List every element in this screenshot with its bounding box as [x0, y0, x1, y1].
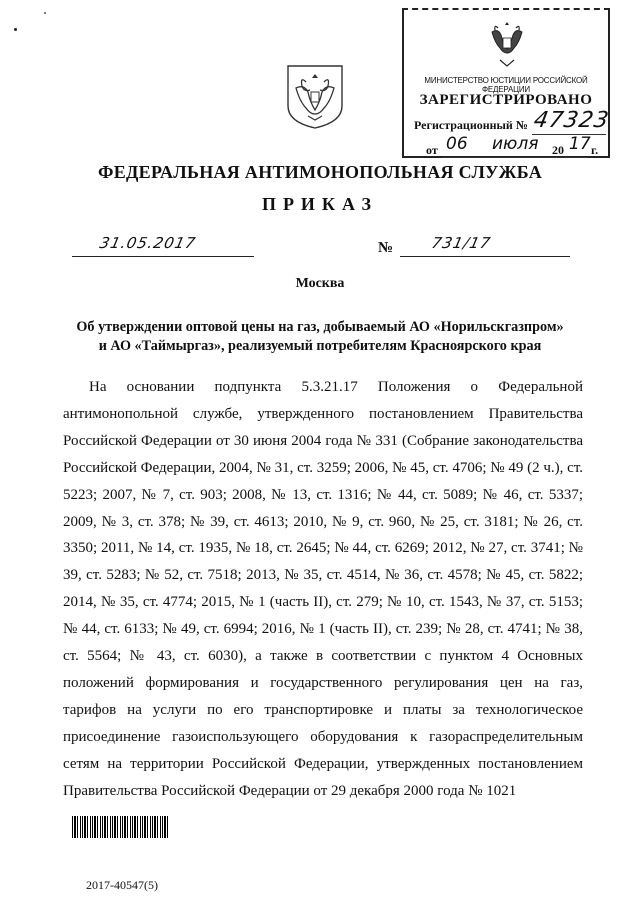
coat-of-arms-icon [284, 62, 346, 130]
speck [44, 12, 46, 14]
stamp-month: июля [492, 134, 539, 154]
speck [14, 28, 17, 31]
stamp-date-underline [442, 157, 588, 158]
stamp-day: 06 [446, 134, 468, 154]
stamp-reg-number-value: 47323 [531, 108, 612, 133]
agency-title: ФЕДЕРАЛЬНАЯ АНТИМОНОПОЛЬНАЯ СЛУЖБА [97, 162, 543, 182]
stamp-registered-label: ЗАРЕГИСТРИРОВАНО [419, 92, 593, 108]
stamp-year-g: г. [591, 143, 599, 157]
stamp-from-label: от [426, 143, 438, 157]
order-subject-line-2: и АО «Таймыргаз», реализуемый потребителям Красноярского края [98, 338, 542, 354]
registration-stamp [402, 8, 610, 158]
stamp-year-prefix: 20 [552, 143, 564, 157]
order-heading: ПРИКАЗ [261, 194, 379, 214]
document-code: 2017-40547(5) [86, 878, 158, 892]
stamp-year-suffix: 17 [569, 134, 591, 154]
order-number: 731/17 [430, 234, 493, 252]
city-label: Москва [295, 276, 345, 291]
order-number-sign: № [378, 240, 394, 256]
order-date-underline [72, 256, 254, 257]
barcode [72, 816, 170, 838]
order-number-underline [400, 256, 570, 257]
body-paragraph: На основании подпункта 5.3.21.17 Положения о Федеральной антимонопольной службе, утвержденного постановлением Правительства Российской Федерации от 30 июня 2004 года № 331 (Собрание законодательства Российской Федерации, 2004, № 31, ст. 3259; 2006, № 45, ст. 4706; № 49 (2 ч.), ст. 5223; 2007, № 7, ст. 903; 2008, № 13, ст. 1316; № 44, ст. 5089; № 46, ст. 5337; 2009, № 3, ст. 378; № 39, ст. 4613; 2010, № 9, ст. 960, № 25, ст. 3181; № 26, ст. 3350; 2011, № 14, ст. 1935, № 18, ст. 2645; № 44, ст. 6269; 2012, № 27, ст. 3741; № 39, ст. 5283; № 52, ст. 7518; 2013, № 35, ст. 4514, № 36, ст. 4578; № 45, ст. 5822; 2014, № 35, ст. 4774; 2015, № 1 (часть II), ст. 279; № 10, ст. 1543, № 37, ст. 5153; № 44, ст. 6133; № 49, ст. 6994; 2016, № 1 (часть II), ст. 239; № 28, ст. 4741; № 38, ст. 5564; № 43, ст. 6030), а также в соответствии с пунктом 4 Основных положений формирования и государственного регулирования цен на газ, тарифов на услуги по его транспортировке и платы за технологическое присоединение газоиспользующего оборудования к газораспределительным сетям на территории Российской Федерации, утвержденных постановлением Правительства Российской Федерации от 29 декабря 2000 года № 1021 [63, 379, 583, 799]
order-subject-line-1: Об утверждении оптовой цены на газ, добываемый АО «Норильскгазпром» [76, 319, 564, 335]
order-date: 31.05.2017 [98, 234, 198, 252]
stamp-ministry-name: МИНИСТЕРСТВО ЮСТИЦИИ РОССИЙСКОЙ ФЕДЕРАЦИИ [424, 76, 588, 94]
stamp-emblem-icon [484, 18, 530, 72]
stamp-reg-number-label: Регистрационный № [414, 118, 528, 132]
order-subject [40, 318, 600, 356]
order-body [63, 374, 583, 805]
